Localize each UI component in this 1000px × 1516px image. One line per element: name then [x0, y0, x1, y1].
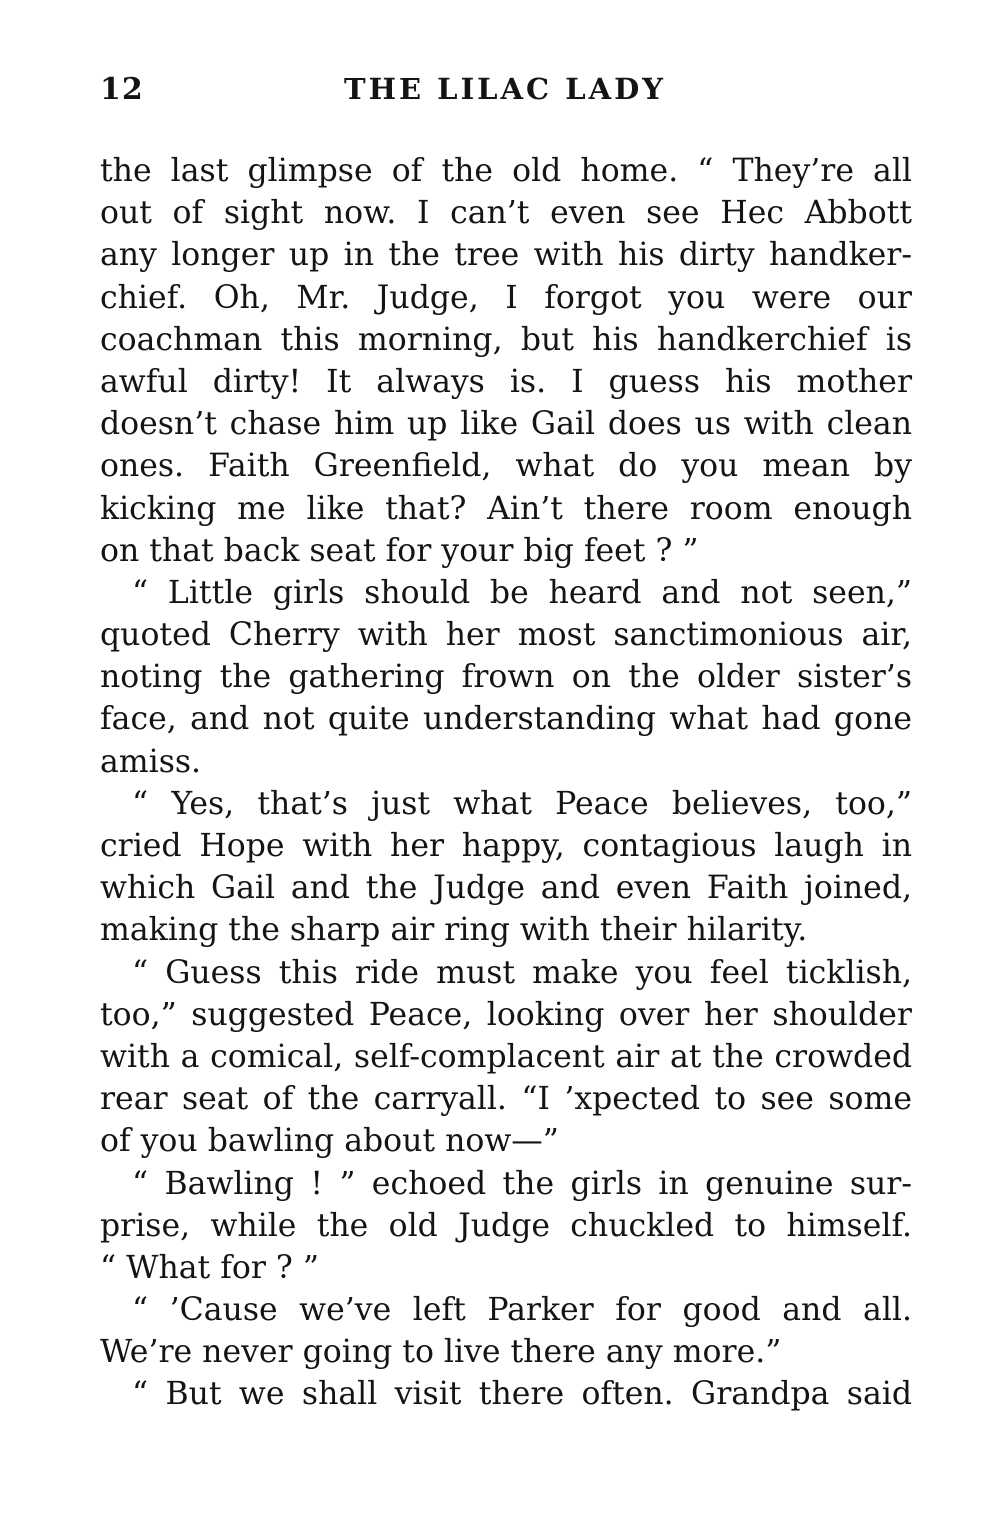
text-line: out of sight now. I can’t even see Hec Abbott [100, 195, 912, 232]
text-line: We’re never going to live there any more.” [100, 1334, 782, 1371]
text-line: “ But we shall visit there often. Grandpa said [132, 1376, 912, 1413]
text-line: kicking me like that? Ain’t there room enough [100, 490, 912, 527]
text-line: “ Little girls should be heard and not seen,” [132, 574, 912, 611]
text-line: “ Bawling ! ” echoed the girls in genuine sur- [132, 1165, 912, 1202]
text-line: noting the gathering frown on the older sister’s [100, 659, 912, 696]
text-line: rear seat of the carryall. “I ’xpected to see some [100, 1081, 912, 1118]
running-title: THE LILAC LADY [344, 72, 666, 106]
text-line: cried Hope with her happy, contagious laugh in [100, 828, 912, 864]
text-line: face, and not quite understanding what had gone [100, 701, 912, 738]
text-line: doesn’t chase him up like Gail does us with clean [100, 406, 912, 443]
text-line: which Gail and the Judge and even Faith joined, [100, 870, 912, 907]
text-line: amiss. [100, 743, 202, 780]
text-line: awful dirty! It always is. I guess his mother [100, 363, 912, 400]
text-line: making the sharp air ring with their hilarity. [100, 912, 808, 949]
text-line: with a comical, self-complacent air at the crowded [100, 1038, 912, 1075]
text-line: prise, while the old Judge chuckled to himself. [100, 1207, 912, 1244]
text-line: “ Guess this ride must make you feel ticklish, [132, 954, 912, 991]
text-line: ones. Faith Greenfield, what do you mean by [100, 448, 912, 485]
text-line: quoted Cherry with her most sanctimonious air, [100, 617, 912, 654]
text-line: the last glimpse of the old home. “ They’re all [100, 153, 912, 189]
text-line: too,” suggested Peace, looking over her shoulder [100, 996, 912, 1033]
text-line: “ ’Cause we’ve left Parker for good and all. [132, 1292, 912, 1329]
text-line: of you bawling about now—” [100, 1123, 559, 1160]
text-line: any longer up in the tree with his dirty handker- [100, 237, 912, 274]
text-line: on that back seat for your big feet ? ” [100, 532, 699, 569]
text-line: “ What for ? ” [100, 1249, 319, 1286]
page-header [100, 72, 912, 118]
body-text [100, 150, 912, 1416]
text-line: “ Yes, that’s just what Peace believes, too,” [132, 785, 912, 822]
text-line: coachman this morning, but his handkerchief is [100, 321, 912, 358]
text-line: chief. Oh, Mr. Judge, I forgot you were our [100, 279, 912, 316]
page-number: 12 [100, 72, 144, 107]
